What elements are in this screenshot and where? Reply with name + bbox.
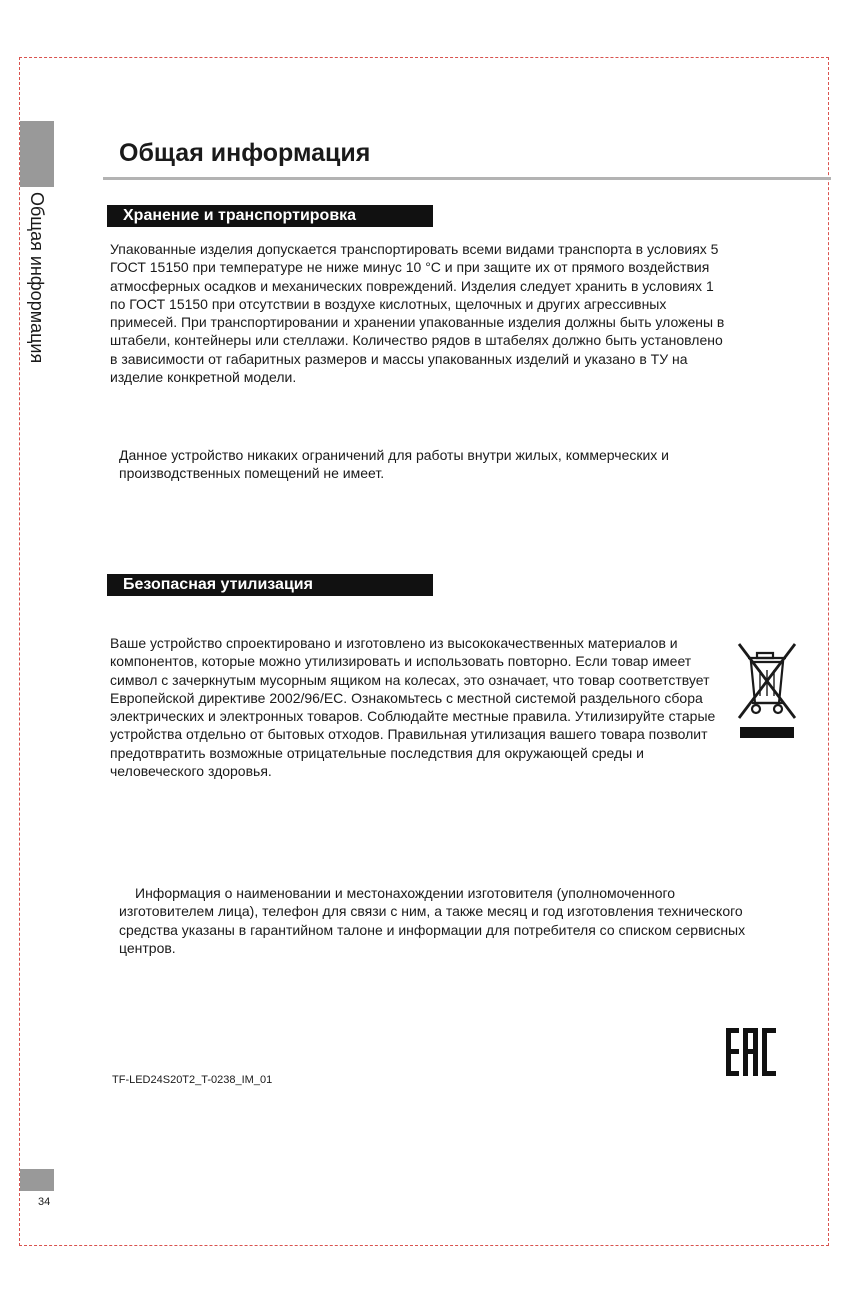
title-rule — [103, 177, 831, 180]
disposal-paragraph: Ваше устройство спроектировано и изготовлено из высококачественных материалов и компонентов, которые можно утилизировать и использовать повторно. Если товар имеет символ с зачеркнутым мусорным ящиком на колесах, это означает, что товар соответствует Европейской директиве 2002/96/ЕС. Ознакомьтесь с местной системой раздельного сбора электрических и электронных товаров. Соблюдайте местные правила. Утилизируйте старые устройства отдельно от бытовых отходов. Правильная утилизация вашего товара позволит предотвратить возможные отрицательные последствия для окружающей среды и человеческого здоровья. — [110, 635, 716, 780]
page-number: 34 — [38, 1196, 51, 1208]
storage-paragraph: Упакованные изделия допускается транспортировать всеми видами транспорта в условиях 5 ГОСТ 15150 при температуре не ниже минус 10 °С и при защите их от прямого воздействия атмосферных осадков и механических повреждений. Изделия следует хранить в условиях 1 по ГОСТ 15150 при отсутствии в воздухе кислотных, щелочных и других агрессивных примесей. При транспортировании и хранении упакованные изделия должны быть уложены в штабели, контейнеры или стеллажи. Количество рядов в штабелях должно быть установлено в зависимости от габаритных размеров и массы упакованных изделий и указано в ТУ на изделие конкретной модели. — [110, 241, 725, 386]
document-code: TF-LED24S20T2_T-0238_IM_01 — [112, 1074, 273, 1086]
eac-mark-icon — [726, 1028, 776, 1076]
section-header-storage: Хранение и транспортировка — [107, 205, 433, 227]
page-number-tab — [20, 1169, 54, 1191]
manufacturer-info: Информация о наименовании и местонахождении изготовителя (уполномоченного изготовителем лица), телефон для связи с ним, а также месяц и год изготовления технического средства указаны в гарантийном талоне и информации для потребителя со списком сервисных центров. — [119, 885, 746, 956]
side-section-label: Общая информация — [27, 192, 47, 364]
side-tab-marker — [20, 121, 54, 187]
page-title: Общая информация — [119, 139, 371, 167]
section-header-disposal: Безопасная утилизация — [107, 574, 433, 596]
crossed-bin-icon — [737, 640, 797, 740]
usage-paragraph: Данное устройство никаких ограничений для работы внутри жилых, коммерческих и производственных помещений не имеет. — [119, 447, 670, 482]
